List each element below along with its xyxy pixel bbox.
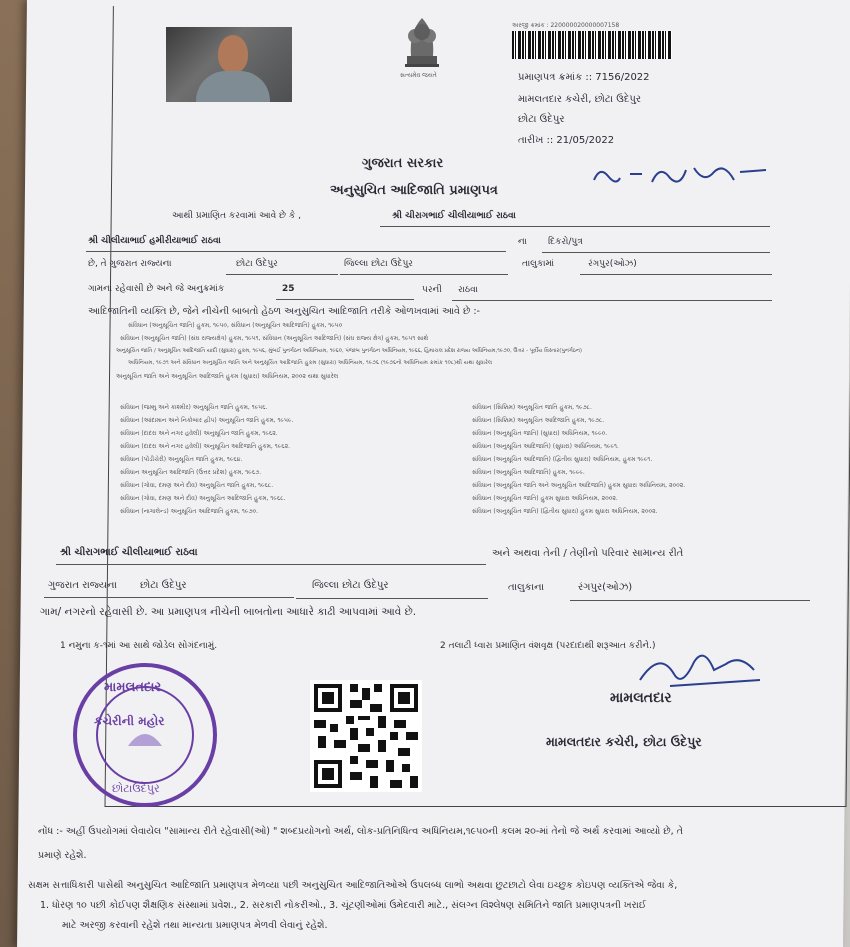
district: છોટા ઉદેપુર bbox=[236, 259, 278, 269]
signatory-title: મામલતદાર bbox=[610, 690, 672, 706]
family-text: અને અથવા તેની / તેણીનો પરિવાર સામાન્ય રીતે bbox=[492, 548, 684, 559]
certificate-number: પ્રમાણપત્ર ક્રમાંક :: 7156/2022 bbox=[518, 72, 650, 83]
state-prefix-2: ગુજરાત રાજ્યના bbox=[48, 580, 117, 591]
order-left-3: સંવિધાન (દાદરા અને નગર હવેલી) અનુસૂચિત જાતિ હુકમ, ૧૯૬૨. bbox=[120, 430, 278, 437]
order-left-7: સંવિધાન (ગોવા, દમણ અને દીવ) અનુસૂચિત જાતિ હુકમ, ૧૯૬૮. bbox=[120, 482, 274, 489]
barcode bbox=[512, 31, 672, 59]
village-text: ગામના રહેવાસી છે અને જે અનુક્રમાંક bbox=[88, 284, 225, 294]
footer-para-2: 1. ધોરણ ૧૦ પછી કોઈપણ શૈક્ષણિક સંસ્થામાં પ્રવેશ., 2. સરકારી નોકરીઓ., 3. ચૂંટણીઓમાં ઉમેદવારી માટે., સંલગ્ન વિશ્લેષણ સમિતિને જાતિ પ્રમાણપત્રની ખરાઈ bbox=[40, 900, 647, 911]
order-right-4: સંવિધાન (અનુસૂચિત આદિજાતિ) (સુધારા) અધિનિયમ, ૧૯૯૧. bbox=[472, 443, 619, 450]
order-right-1: સંવિધાન (સિક્કિમ) અનુસૂચિત જાતિ હુકમ, ૧૯૭૮. bbox=[472, 404, 592, 411]
na-text: ના bbox=[518, 237, 527, 247]
state-emblem-icon bbox=[393, 12, 451, 78]
district-2-label: જિલ્લા છોટા ઉદેપુર bbox=[312, 580, 389, 591]
tribe-name: રાઠવા bbox=[458, 285, 478, 295]
order-left-6: સંવિધાન અનુસૂચિત આદિજાતિ (ઉત્તર પ્રદેશ) હુકમ, ૧૯૬૭. bbox=[120, 469, 262, 476]
office-line-1: મામલતદાર કચેરી, છોટા ઉદેપુર bbox=[518, 94, 642, 105]
fine-line-4: અધિનિયમ, ૧૯૭૧ અને સંવિધાન અનુસૂચિત જાતિ અને અનુસૂચિત આદિજાતિ હુકમ (સુધારા) અધિનિયમ, ૧૯૭૬ (૧૯૭૬નો અધિનિયમ ક્રમાંક ૧૦૮)થી યથા સુધારેલ bbox=[128, 360, 493, 366]
footer-note-2: પ્રમાણે રહેશે. bbox=[38, 850, 87, 861]
applicant-name-2: શ્રી ચીરાગભાઈ ચીલીયાભાઈ રાઠવા bbox=[60, 547, 198, 558]
application-number: અરજી ક્રમાંક : 2200000200000071​58 bbox=[512, 22, 620, 29]
serial-number: 25 bbox=[282, 284, 295, 294]
seal-bottom-text: છોટાઉદેપુર bbox=[112, 782, 160, 795]
certificate-title: અનુસુચિત આદિજાતિ પ્રમાણપત્ર bbox=[330, 183, 498, 198]
footer-para-1: સક્ષમ સત્તાધિકારી પાસેથી અનુસુચિત આદિજાતિ પ્રમાણપત્ર મેળવ્યા પછી અનુસુચિત આદિજાતિઓએ ઉપલબ્ધ લાભો અથવા છુટછાટો લેવા ઇચ્છુક કોઇપણ વ્યક્તિએ જેવા કે, bbox=[28, 880, 678, 891]
order-right-9: સંવિધાન (અનુસૂચિત જાતિ) (દ્વિતીય સુધારા) હુકમ સુધારા અધિનિયમ, ૨૦૦૨. bbox=[472, 508, 658, 515]
fine-line-2: સંવિધાન (અનુસૂચિત જાતિ) (સંઘ રાજ્યક્ષેત્ર) હુકમ, ૧૯૫૧, સંવિધાન (અનુસૂચિત આદિજાતિ) (સંઘ રાજ્ય ક્ષેત્ર) હુકમ, ૧૯૫૧ સાથે bbox=[120, 335, 429, 342]
district-label: જિલ્લા છોટા ઉદેપુર bbox=[344, 259, 413, 269]
fine-line-1: સંવિધાન (અનુસૂચિત જાતિ) હુકમ, ૧૯૫૦, સંવિધાન (અનુસૂચિત આદિજાતિ) હુકમ, ૧૯૫૦ bbox=[128, 322, 343, 329]
office-line-2: છોટા ઉદેપુર bbox=[518, 114, 565, 125]
order-left-4: સંવિધાન (દાદરા અને નગર હવેલી) અનુસૂચિત આદિજાતિ હુકમ, ૧૯૬૨. bbox=[120, 443, 291, 450]
parni-text: પરની bbox=[422, 285, 442, 295]
seal-top-text: મામલતદાર bbox=[104, 680, 162, 695]
issue-date: તારીખ :: 21/05/2022 bbox=[518, 135, 615, 146]
order-right-8: સંવિધાન (અનુસૂચિત જાતિ) હુકમ સુધારા અધિનિયમ, ૨૦૦૨. bbox=[472, 495, 618, 502]
order-right-6: સંવિધાન (અનુસૂચિત આદિજાતિ) હુકમ, ૧૯૯૯. bbox=[472, 469, 585, 476]
order-left-5: સંવિધાન (પોંડીચેરી) અનુસૂચિત જાતિ હુકમ, ૧૯૬૪. bbox=[120, 456, 243, 463]
order-right-2: સંવિધાન (સિક્કિમ) અનુસૂચિત આદિજાતિ હુકમ, ૧૯૭૮. bbox=[472, 417, 605, 424]
basis-item-2: 2 તલાટી ધ્વારા પ્રમાણિત વંશવૃક્ષ (પરદાદાથી શરૂઆત કરીને.) bbox=[440, 641, 656, 651]
footer-para-3: માટે અરજી કરવાની રહેશે તથા માન્યતા પ્રમાણપત્ર મેળવી લેવાનું રહેશે. bbox=[62, 920, 328, 931]
father-name: શ્રી ચીલીયાભાઈ હમીરીયાભાઈ રાઠવા bbox=[88, 236, 221, 246]
order-left-9: સંવિધાન (નાગાલેન્ડ) અનુસૂચિત આદિજાતિ હુકમ, ૧૯૭૦. bbox=[120, 508, 259, 515]
basis-item-1: 1 નમુના ક-૧માં આ સાથે જોડેલ સોગંદનામું. bbox=[60, 641, 218, 651]
applicant-name: શ્રી ચીરાગભાઈ ચીલીયાભાઈ રાઠવા bbox=[392, 211, 516, 221]
order-right-5: સંવિધાન (અનુસૂચિત આદિજાતિ) (દ્વિતીય સુધારા) અધિનિયમ, હુકમ ૧૯૯૧. bbox=[472, 456, 653, 463]
seal-middle-text: કચેરીની મહોર bbox=[94, 714, 165, 728]
order-right-3: સંવિધાન (અનુસૂચિત જાતિ) (સુધારા) અધિનિયમ, ૧૯૯૦. bbox=[472, 430, 608, 437]
govt-title: ગુજરાત સરકાર bbox=[362, 156, 444, 171]
taluka-label: તાલુકામાં bbox=[522, 259, 555, 269]
taluka-2: રંગપુર(ઓઝ) bbox=[578, 582, 633, 593]
district-2: છોટા ઉદેપુર bbox=[140, 580, 187, 591]
emblem-caption: સત્યમેવ જયતે bbox=[400, 72, 437, 79]
order-right-7: સંવિધાન (અનુસૂચિત જાતિ અને અનુસૂચિત આદિજાતિ) હુકમ સુધારા અધિનિયમ, ૨૦૦૨. bbox=[472, 482, 686, 489]
order-left-8: સંવિધાન (ગોવા, દમણ અને દીવ) અનુસૂચિત આદિજાતિ હુકમ, ૧૯૬૮. bbox=[120, 495, 286, 502]
fine-line-3: અનુસૂચિત જાતિ / અનુસૂચિત આદિજાતિ યાદી (સુધારા) હુકમ, ૧૯૫૬, મુંબઈ પુનર્ગઠન અધિનિયમ, ૧૯૬૦, પંજાબ પુનર્ગઠન અધિનિયમ, ૧૯૬૬, હિમાચલ પ્રદેશ રાજ્ય અધિનિયમ,૧૯૭૦, ઉત્તર - પૂર્વીય વિસ્તાર(પુનર્ગઠન) bbox=[116, 348, 583, 354]
state-prefix: છે, તે ગુજરાત રાજ્યના bbox=[88, 259, 172, 269]
applicant-photo bbox=[166, 27, 292, 102]
order-left-1: સંવિધાન (જમ્મુ અને કાશ્મીર) અનુસૂચિત જાતિ હુકમ, ૧૯૫૬. bbox=[120, 404, 268, 411]
qr-code bbox=[310, 680, 422, 792]
basis-text: ગામ/ નગરનો રહેવાસી છે. આ પ્રમાણપત્ર નીચેની બાબતોના આધારે કાઢી આપવામાં આવે છે. bbox=[40, 606, 417, 618]
order-left-2: સંવિધાન (આંદામાન અને નિકોબાર દ્વીપ) અનુસૂચિત જાતિ હુકમ, ૧૯૫૯. bbox=[120, 417, 294, 424]
taluka: રંગપુર(ઓઝ) bbox=[588, 259, 637, 269]
fine-line-5: અનુસૂચિત જાતિ અને અનુસૂચિત આદિજાતિ હુકમ (સુધારા) અધિનિયમ, ૨૦૦૨ યથા સુધારેલ bbox=[116, 373, 339, 380]
relation: દિકરો/પુત્ર bbox=[548, 237, 583, 247]
footer-note: નોંધ :- અહીં ઉપયોગમાં લેવાયેલ "સામાન્ય રીતે રહેવાસી(ઓ) " શબ્દપ્રયોગનો અર્થ, લોક-પ્રતિનિધિત્વ અધિનિયમ,૧૯૫૦ની કલમ ૨૦-માં તેનો જે અર્થ કરવામાં આવ્યો છે, તે bbox=[38, 826, 683, 837]
intro-text: આથી પ્રમાણિત કરવામાં આવે છે કે , bbox=[172, 211, 301, 221]
taluka-2-label: તાલુકાના bbox=[508, 582, 545, 593]
tribe-sentence: આદિજાતિની વ્યક્તિ છે, જેને નીચેની બાબતો હેઠળ અનુસુચિત આદિજાતિ તરીકે ઓળખવામાં આવે છે :- bbox=[88, 306, 480, 317]
signatory-office: મામલતદાર કચેરી, છોટા ઉદેપુર bbox=[546, 734, 702, 749]
